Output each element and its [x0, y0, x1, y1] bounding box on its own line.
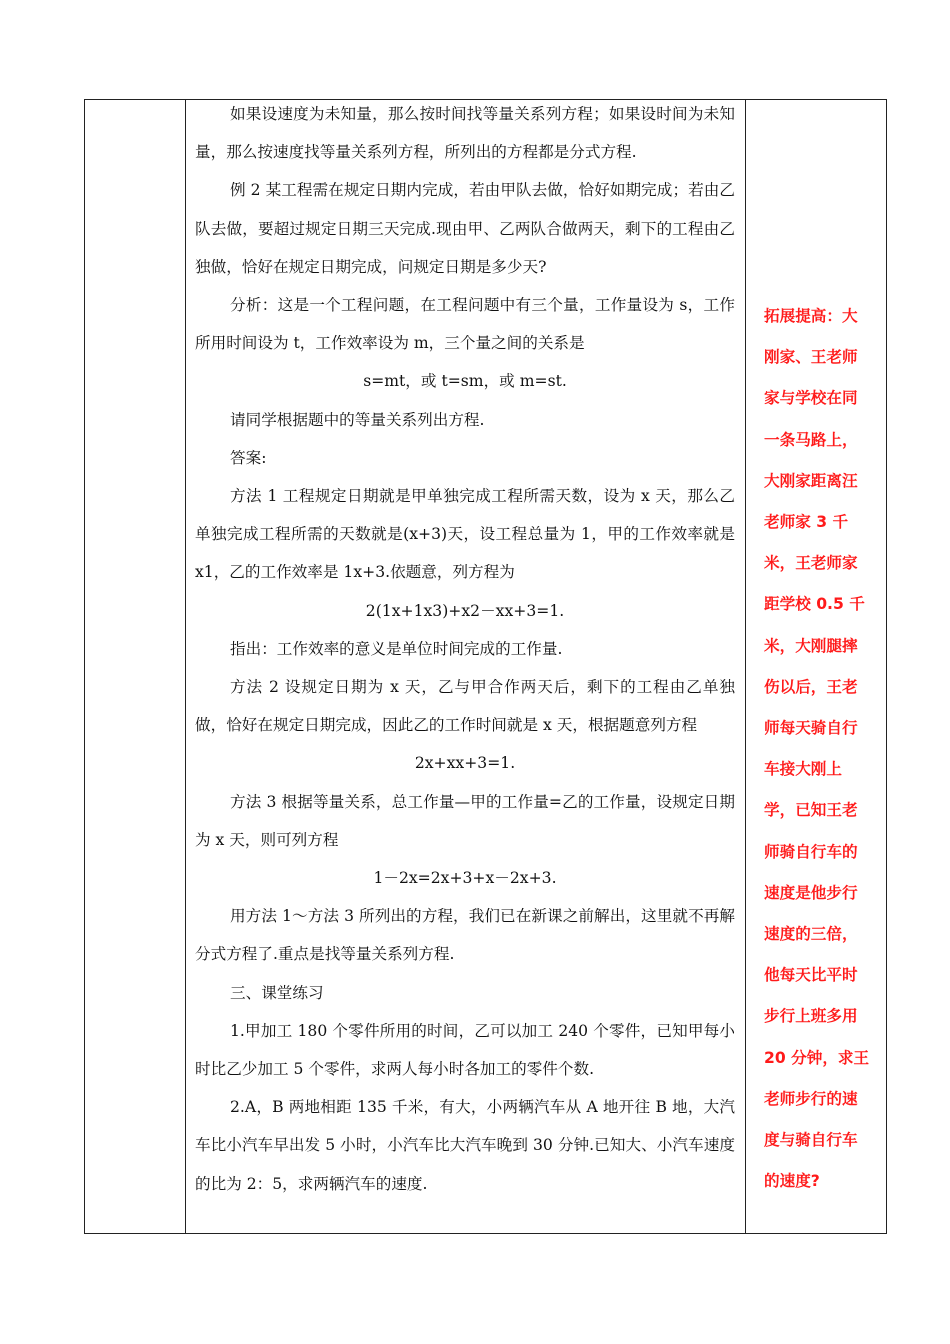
method-1-equation: 2(1x+1x3)+x2－xx+3=1. — [365, 601, 565, 620]
method-2-equation: 2x+xx+3=1. — [414, 754, 516, 773]
method-1-paragraph: 方法 1 工程规定日期就是甲单独完成工程所需天数，设为 x 天，那么乙单独完成工程所需的天数就是(x+3)天，设工程总量为 1，甲的工作效率就是 x1，乙的工作效率是 1x+3.依题意，列方程为 — [195, 487, 735, 582]
method-2-paragraph: 方法 2 设规定日期为 x 天，乙与甲合作两天后，剩下的工程由乙单独做，恰好在规定日期完成，因此乙的工作时间就是 x 天，根据题意列方程 — [195, 678, 735, 735]
instruction-paragraph: 请同学根据题中的等量关系列出方程. — [230, 410, 485, 429]
extension-cell — [746, 100, 886, 1233]
method-3-equation: 1－2x=2x+3+x－2x+3. — [373, 869, 557, 888]
left-empty-cell — [85, 100, 186, 1233]
lesson-content-cell — [186, 100, 746, 1233]
lesson-table — [84, 99, 887, 1234]
formula-relations: s=mt，或 t=sm，或 m=st. — [363, 372, 567, 391]
paragraph: 如果设速度为未知量，那么按时间找等量关系列方程；如果设时间为未知量，那么按速度找等量关系列方程，所列出的方程都是分式方程. — [195, 105, 735, 162]
note-paragraph: 指出：工作效率的意义是单位时间完成的工作量. — [230, 639, 563, 658]
method-3-paragraph: 方法 3 根据等量关系，总工作量—甲的工作量=乙的工作量，设规定日期为 x 天，则可列方程 — [195, 792, 735, 849]
analysis-paragraph: 分析：这是一个工程问题，在工程问题中有三个量，工作量设为 s，工作所用时间设为 t，工作效率设为 m，三个量之间的关系是 — [195, 296, 735, 353]
section-heading-practice: 三、课堂练习 — [230, 983, 324, 1002]
summary-paragraph: 用方法 1～方法 3 所列出的方程，我们已在新课之前解出，这里就不再解分式方程了.重点是找等量关系列方程. — [195, 907, 735, 964]
exercise-2: 2.A，B 两地相距 135 千米，有大，小两辆汽车从 A 地开往 B 地，大汽车比小汽车早出发 5 小时，小汽车比大汽车晚到 30 分钟.已知大、小汽车速度的比为 2：5，求两辆汽车的速度. — [195, 1098, 735, 1193]
extension-problem: 拓展提高：大刚家、王老师家与学校在同一条马路上，大刚家距离汪老师家 3 千米，王老师家距学校 0.5 千米，大刚腿摔伤以后，王老师每天骑自行车接大刚上学，已知王老师骑自行车的速度是他步行速度的三倍，他每天比平时步行上班多用 20 分钟，求王老师步行的速度与骑自行车的速度? — [764, 307, 870, 1191]
exercise-1: 1.甲加工 180 个零件所用的时间，乙可以加工 240 个零件，已知甲每小时比乙少加工 5 个零件，求两人每小时各加工的零件个数. — [195, 1021, 735, 1079]
example-2-problem: 例 2 某工程需在规定日期内完成，若由甲队去做，恰好如期完成；若由乙队去做，要超过规定日期三天完成.现由甲、乙两队合做两天，剩下的工程由乙独做，恰好在规定日期完成，问规定日期是多少天? — [195, 181, 735, 276]
answer-heading: 答案: — [230, 448, 267, 467]
